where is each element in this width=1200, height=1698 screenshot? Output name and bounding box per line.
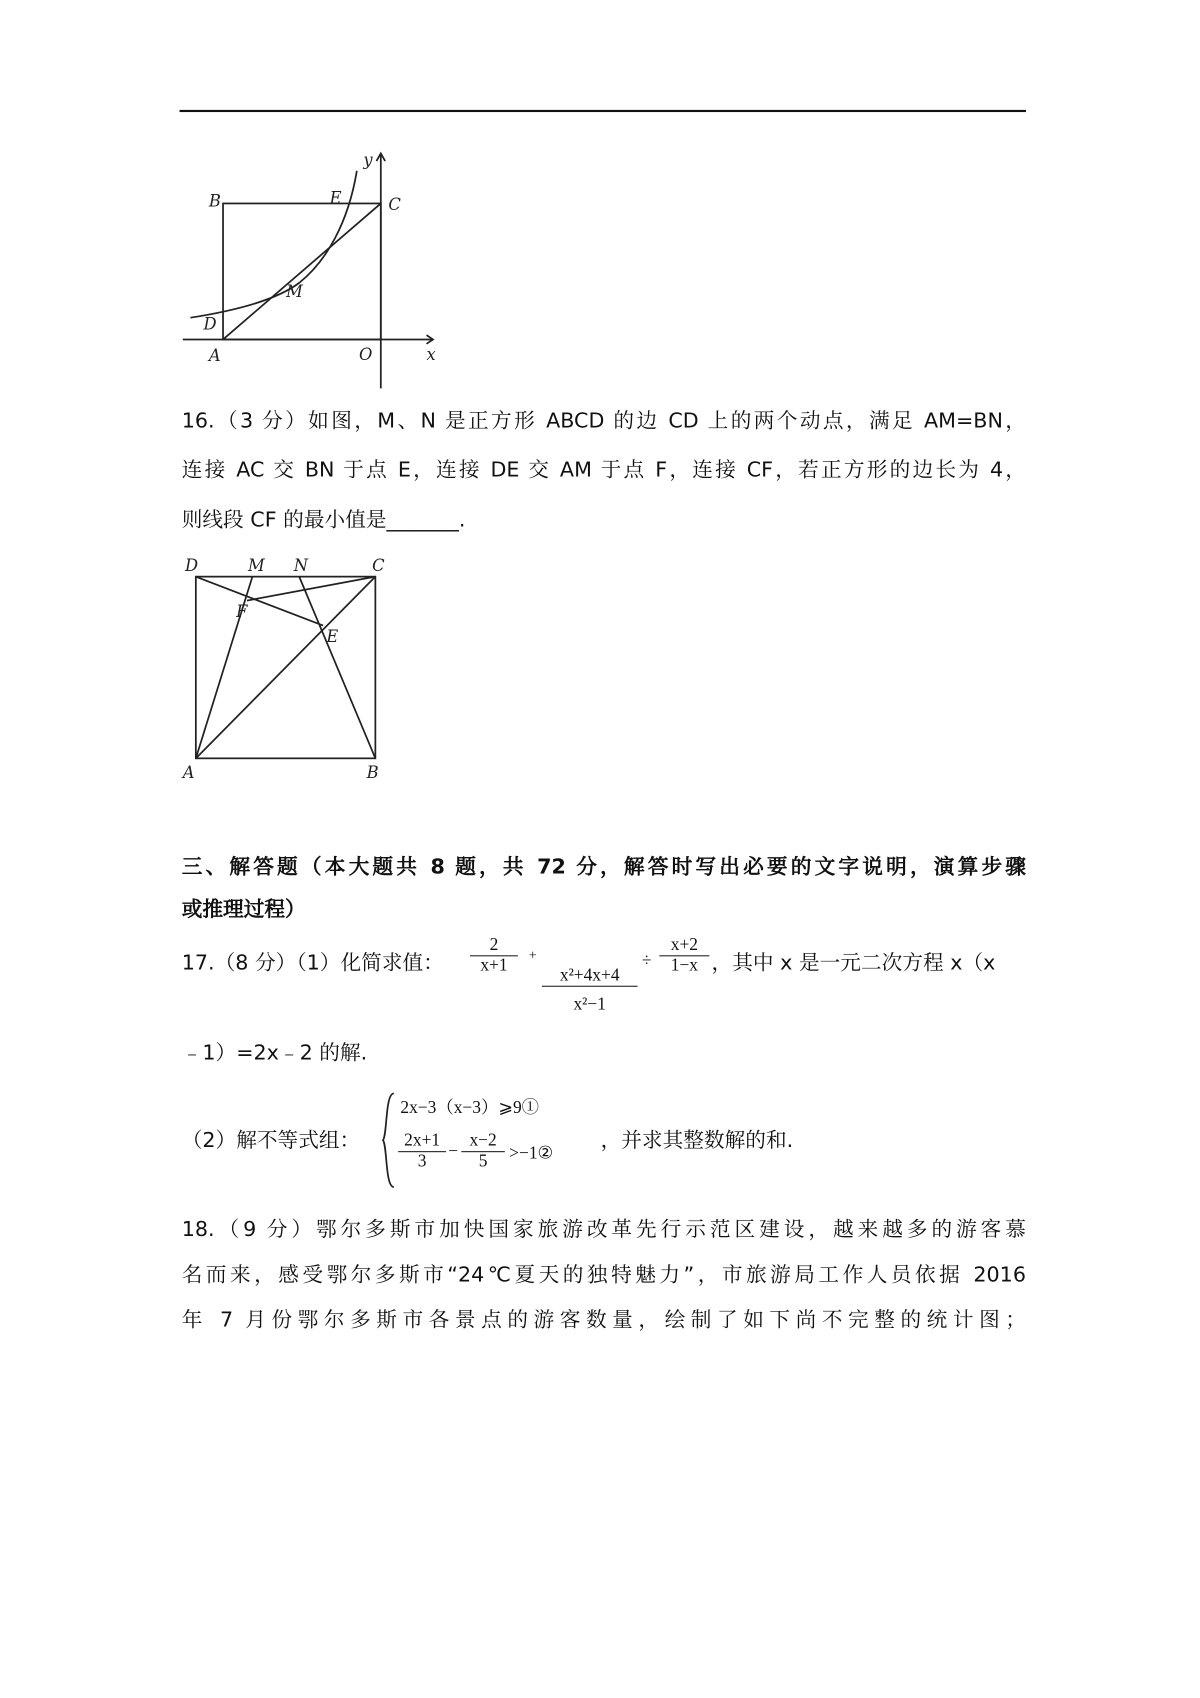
figure-square-abcd — [174, 549, 402, 783]
q16-line-1: 16.（3 分）如图，M、N 是正方形 ABCD 的边 CD 上的两个动点，满足 AM=BN， — [181, 409, 1026, 434]
q16-line-2: 连接 AC 交 BN 于点 E，连接 DE 交 AM 于点 F，连接 CF，若正方形的边长为 4， — [181, 458, 1026, 482]
label-m: M — [286, 282, 303, 302]
q16-line-3: 则线段 CF 的最小值是_______. — [181, 508, 466, 533]
numerator: x+2 — [659, 936, 709, 957]
label-y: y — [363, 150, 373, 170]
header-rule — [180, 110, 1026, 112]
label-a: A — [208, 346, 221, 366]
q17-fraction-3 — [659, 936, 709, 976]
inequality-2-fraction-1 — [398, 1132, 446, 1172]
label-d: D — [203, 314, 217, 334]
brace-icon — [381, 1091, 396, 1189]
section-heading-line-2: 或推理过程） — [181, 897, 306, 922]
label-f2: F — [236, 601, 248, 621]
q18-line-3: 年 7 月份鄂尔多斯市各景点的游客数量，绘制了如下尚不完整的统计图； — [181, 1307, 1026, 1332]
q17-fraction-2 — [542, 966, 638, 1015]
section-heading-line-1: 三、解答题（本大题共 8 题，共 72 分，解答时写出必要的文字说明，演算步骤 — [181, 855, 1026, 880]
label-e: E — [329, 188, 342, 208]
denominator: 1−x — [670, 956, 698, 975]
q17-part2-prefix: （2）解不等式组： — [181, 1128, 361, 1153]
label-a2: A — [182, 762, 195, 782]
label-b2: B — [366, 762, 379, 782]
numerator: 2x+1 — [398, 1132, 446, 1153]
minus-sign: − — [448, 1142, 459, 1161]
denominator: x+1 — [480, 956, 508, 975]
label-o: O — [359, 345, 373, 365]
figure-square-curve — [174, 147, 446, 397]
denominator: x²−1 — [573, 995, 606, 1015]
label-c2: C — [372, 556, 385, 576]
plus-sign: + — [528, 946, 537, 963]
label-c: C — [388, 194, 401, 214]
q17-prefix: 17.（8 分）（1）化简求值： — [181, 950, 444, 975]
inequality-1: 2x−3（x−3）⩾9① — [400, 1098, 540, 1118]
q18-line-2: 名而来，感受鄂尔多斯市“24℃夏天的独特魅力”，市旅游局工作人员依据 2016 — [181, 1263, 1026, 1288]
numerator: x−2 — [461, 1132, 505, 1153]
inequality-2-rhs: >−1② — [509, 1144, 554, 1164]
denominator: 3 — [417, 1152, 427, 1171]
label-x: x — [426, 345, 436, 365]
numerator: 2 — [470, 936, 518, 957]
q17-fraction-1 — [470, 936, 518, 976]
inequality-2-fraction-2 — [461, 1132, 505, 1172]
divide-sign: ÷ — [641, 952, 652, 971]
q17-part2-suffix: ，并求其整数解的和. — [600, 1128, 794, 1153]
q18-line-1: 18.（9 分）鄂尔多斯市加快国家旅游改革先行示范区建设，越来越多的游客慕 — [181, 1217, 1026, 1242]
q17-line-2: ﹣1）=2x﹣2 的解. — [181, 1041, 368, 1066]
label-m2: M — [248, 556, 265, 576]
q17-suffix: ，其中 x 是一元二次方程 x（x — [711, 950, 996, 975]
label-d2: D — [184, 556, 199, 576]
numerator: x²+4x+4 — [542, 966, 638, 987]
label-n2: N — [293, 556, 309, 576]
label-e2: E — [326, 626, 339, 646]
label-b: B — [208, 191, 221, 211]
denominator: 5 — [478, 1152, 488, 1171]
